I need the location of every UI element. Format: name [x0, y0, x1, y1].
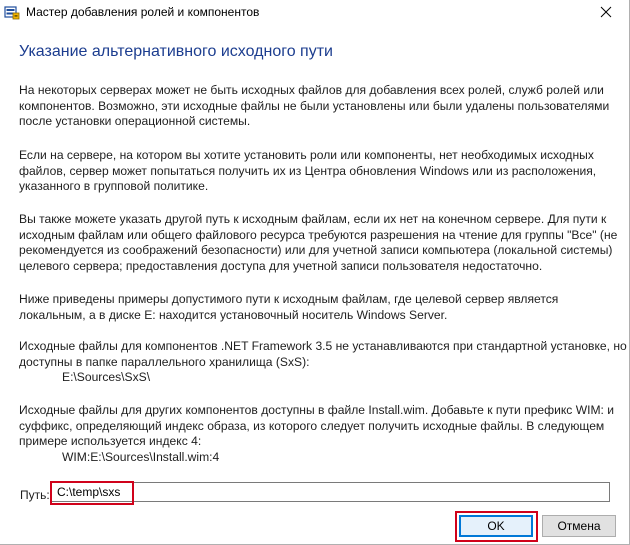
close-button[interactable]: [583, 0, 629, 26]
text-line: Ниже приведены примеры допустимого пути к исходным файлам, где целевой сервер является: [19, 292, 559, 306]
text-line: доступны в папке параллельного хранилища (SxS):: [19, 354, 310, 369]
text-line: указанного в групповой политике.: [19, 179, 209, 194]
intro-paragraph: [19, 83, 619, 130]
sxs-paragraph: [19, 339, 627, 386]
windows-update-paragraph: [19, 148, 619, 195]
close-icon: [600, 6, 612, 21]
text-line: исходным файлам или общего файлового ресурса требуются разрешения на чтение для группы "Все" (не: [19, 227, 618, 242]
cancel-button[interactable]: Отмена: [542, 515, 616, 537]
wim-paragraph: [19, 403, 619, 465]
text-line: примере используется индекс 4:: [19, 434, 202, 449]
text-line: Исходные файлы для других компонентов доступны в файле Install.wim. Добавьте к пути префикс WIM: и: [19, 403, 615, 417]
text-line: Исходные файлы для компонентов .NET Framework 3.5 не устанавливаются при стандартной установке, но: [19, 339, 627, 353]
title-bar[interactable]: [0, 0, 629, 26]
window-title: Мастер добавления ролей и компонентов: [26, 5, 260, 19]
text-line: рекомендуется из соображений безопасности) или для учетной записи компьютера (локальной системы): [19, 243, 613, 258]
path-label: Путь:: [20, 488, 50, 502]
text-line: На некоторых серверах может не быть исходных файлов для добавления всех ролей, служб ролей или: [19, 83, 604, 97]
text-line: после установки операционной системы.: [19, 114, 251, 129]
text-line: локальным, а в диске E: находится установочный носитель Windows Server.: [19, 307, 448, 322]
text-line: компонентов. Возможно, эти исходные файлы не были установлены или были удалены пользователями: [19, 98, 610, 113]
permissions-paragraph: [19, 212, 619, 274]
text-line: суффикс, определяющий индекс образа, из которого следует получить исходные файлы. В следующем: [19, 418, 605, 433]
page-title: Указание альтернативного исходного пути: [19, 43, 333, 60]
text-line: Если на сервере, на котором вы хотите установить роли или компоненты, нет необходимых исходных: [19, 148, 594, 162]
ok-button[interactable]: OK: [459, 515, 533, 537]
sxs-example-path: E:\Sources\SxS\: [62, 370, 151, 385]
examples-intro-paragraph: [19, 292, 619, 323]
text-line: целевого сервера; предоставления доступа для учетной записи пользователя недостаточно.: [19, 258, 543, 273]
text-line: Вы также можете указать другой путь к исходным файлам, если их нет на конечном сервере. Для пути к: [19, 212, 607, 226]
path-input[interactable]: [51, 482, 610, 502]
server-manager-icon: [4, 4, 20, 20]
wim-example-path: WIM:E:\Sources\Install.wim:4: [62, 449, 220, 464]
text-line: файлов, сервер может попытаться получить их из Центра обновления Windows или из расположения,: [19, 163, 597, 178]
